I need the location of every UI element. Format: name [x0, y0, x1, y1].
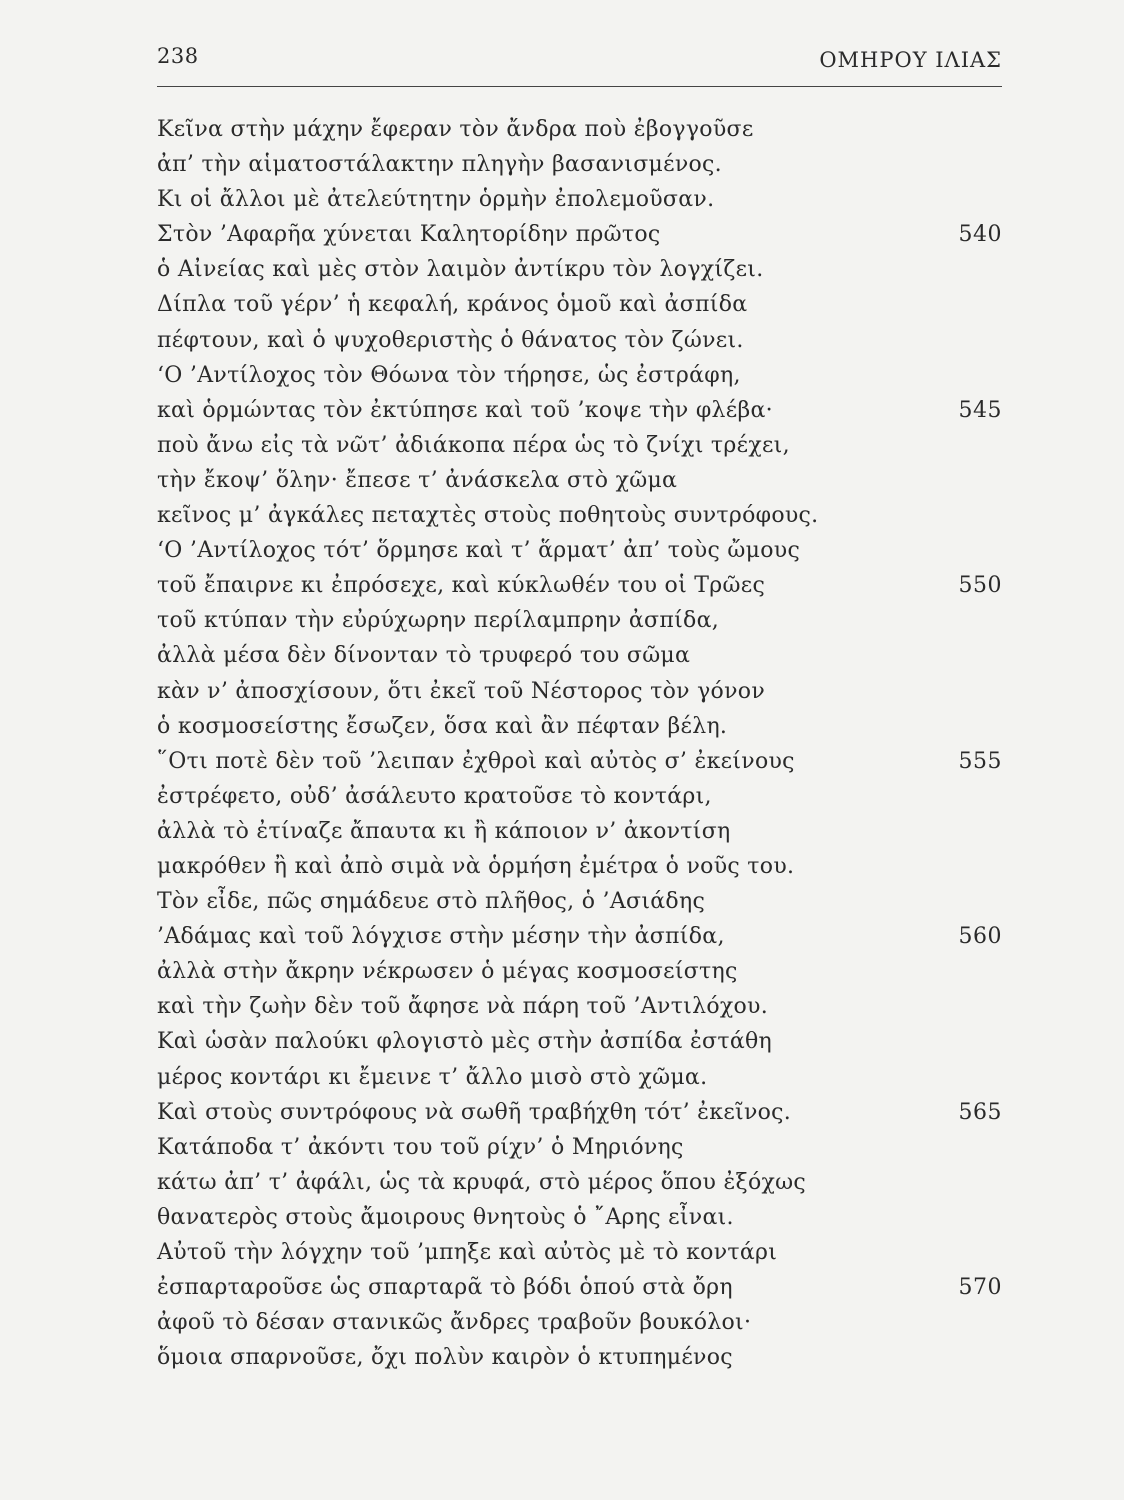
verse-line [157, 323, 1002, 358]
verse-text: μακρόθεν ἢ καὶ ἀπὸ σιμὰ νὰ ὁρμήση ἐμέτρα ὁ νοῦς του. [157, 853, 795, 879]
verse-text: Καὶ ὡσὰν παλούκι φλογιστὸ μὲς στὴν ἀσπίδα ἐστάθη [157, 1029, 773, 1055]
verse-text: Καὶ στοὺς συντρόφους νὰ σωθῆ τραβήχθη τότ’ ἐκεῖνος. [157, 1099, 792, 1125]
verse-line [157, 147, 1002, 182]
verse-text: ποὺ ἄνω εἰς τὰ νῶτ’ ἀδιάκοπα πέρα ὡς τὸ ζνίχι τρέχει, [157, 432, 790, 458]
verse-line [157, 674, 1002, 709]
verse-line [157, 884, 1002, 919]
verse-text: ὁ Αἰνείας καὶ μὲς στὸν λαιμὸν ἀντίκρυ τὸν λογχίζει. [157, 257, 764, 283]
page-number: 238 [157, 44, 199, 68]
verse-line [157, 287, 1002, 322]
verse-text: Κατάποδα τ’ ἀκόντι του τοῦ ρίχν’ ὁ Μηριόνης [157, 1134, 684, 1160]
verse-text: ἀλλὰ μέσα δὲν δίνονταν τὸ τρυφερό του σῶμα [157, 643, 691, 669]
verse-line [157, 182, 1002, 217]
verse-text: Αὐτοῦ τὴν λόγχην τοῦ ’μπηξε καὶ αὐτὸς μὲ τὸ κοντάρι [157, 1240, 778, 1265]
verse-line [157, 568, 1002, 603]
line-number: 565 [958, 1099, 1002, 1125]
running-title: ΟΜΗΡΟΥ ΙΛΙΑΣ [819, 48, 1002, 72]
verse-text: τοῦ ἔπαιρνε κι ἐπρόσεχε, καὶ κύκλωθέν του οἱ Τρῶες [157, 573, 766, 599]
verse-text: Δίπλα τοῦ γέρν’ ἡ κεφαλή, κράνος ὁμοῦ καὶ ἀσπίδα [157, 292, 748, 318]
verse-line [157, 989, 1002, 1024]
verse-text: ῞Οτι ποτὲ δὲν τοῦ ’λειπαν ἐχθροὶ καὶ αὐτὸς σ’ ἐκείνους [157, 748, 795, 774]
verse-line [157, 1305, 1002, 1340]
verse-line [157, 1130, 1002, 1165]
line-number: 555 [958, 748, 1002, 774]
verse-line [157, 498, 1002, 533]
verse-line [157, 638, 1002, 673]
verse-text: τὴν ἔκοψ’ ὅλην· ἔπεσε τ’ ἀνάσκελα στὸ χῶμα [157, 467, 678, 493]
verse-line [157, 603, 1002, 638]
verse-text: κάτω ἀπ’ τ’ ἀφάλι, ὡς τὰ κρυφά, στὸ μέρος ὅπου ἐξόχως [157, 1169, 807, 1195]
verse-text: Κεῖνα στὴν μάχην ἔφεραν τὸν ἄνδρα ποὺ ἐβογγοῦσε [157, 117, 754, 142]
line-number: 545 [958, 397, 1002, 423]
verse-line [157, 393, 1002, 428]
verse-text: ἀφοῦ τὸ δέσαν στανικῶς ἄνδρες τραβοῦν βουκόλοι· [157, 1310, 752, 1336]
verse-line [157, 533, 1002, 568]
line-number: 540 [958, 222, 1002, 248]
verse-line [157, 709, 1002, 744]
verse-text: ’Αδάμας καὶ τοῦ λόγχισε στὴν μέσην τὴν ἀσπίδα, [157, 924, 725, 950]
verse-text: ‘Ο ’Αντίλοχος τότ’ ὅρμησε καὶ τ’ ἅρματ’ ἀπ’ τοὺς ὤμους [157, 538, 801, 564]
verse-line [157, 463, 1002, 498]
verse-line [157, 1024, 1002, 1059]
verse-text: Τὸν εἶδε, πῶς σημάδευε στὸ πλῆθος, ὁ ’Ασιάδης [157, 889, 706, 915]
verse-line [157, 428, 1002, 463]
verse-line [157, 1340, 1002, 1375]
verse-line [157, 358, 1002, 393]
verse-text: ‘Ο ’Αντίλοχος τὸν Θόωνα τὸν τήρησε, ὡς ἐστράφη, [157, 362, 741, 388]
verse-line [157, 954, 1002, 989]
verse-line [157, 252, 1002, 287]
verse-line [157, 1270, 1002, 1305]
verse-line [157, 814, 1002, 849]
page-header [157, 44, 1002, 78]
verse-text: καὶ τὴν ζωὴν δὲν τοῦ ἄφησε νὰ πάρη τοῦ ’Αντιλόχου. [157, 994, 769, 1020]
verse-line [157, 919, 1002, 954]
verse-text: θανατερὸς στοὺς ἄμοιρους θνητοὺς ὁ ῎Αρης εἶναι. [157, 1204, 734, 1230]
verse-text: πέφτουν, καὶ ὁ ψυχοθεριστὴς ὁ θάνατος τὸν ζώνει. [157, 327, 744, 353]
verse-text: τοῦ κτύπαν τὴν εὐρύχωρην περίλαμπρην ἀσπίδα, [157, 608, 720, 634]
verse-text: ὁ κοσμοσείστης ἔσωζεν, ὅσα καὶ ἂν πέφταν βέλη. [157, 713, 728, 739]
verse-line [157, 779, 1002, 814]
verse-block [157, 112, 1002, 1375]
verse-line [157, 1165, 1002, 1200]
verse-text: ἀλλὰ τὸ ἐτίναζε ἄπαυτα κι ἢ κάποιον ν’ ἀκοντίση [157, 818, 731, 844]
verse-text: ἐστρέφετο, οὐδ’ ἀσάλευτο κρατοῦσε τὸ κοντάρι, [157, 783, 712, 809]
verse-text: ἐσπαρταροῦσε ὡς σπαρταρᾶ τὸ βόδι ὁπού στὰ ὄρη [157, 1275, 733, 1301]
line-number: 560 [958, 924, 1002, 950]
verse-line [157, 1095, 1002, 1130]
verse-text: μέρος κοντάρι κι ἔμεινε τ’ ἄλλο μισὸ στὸ χῶμα. [157, 1064, 708, 1090]
line-number: 570 [958, 1275, 1002, 1301]
verse-line [157, 744, 1002, 779]
verse-line [157, 217, 1002, 252]
verse-text: κεῖνος μ’ ἀγκάλες πεταχτὲς στοὺς ποθητοὺς συντρόφους. [157, 503, 819, 529]
header-rule [157, 86, 1002, 87]
verse-text: Στὸν ’Αφαρῆα χύνεται Καλητορίδην πρῶτος [157, 222, 661, 248]
verse-text: καὶ ὁρμώντας τὸν ἐκτύπησε καὶ τοῦ ’κοψε τὴν φλέβα· [157, 397, 773, 423]
verse-text: ὅμοια σπαρνοῦσε, ὄχι πολὺν καιρὸν ὁ κτυπημένος [157, 1345, 733, 1371]
verse-line [157, 112, 1002, 147]
verse-line [157, 1200, 1002, 1235]
verse-text: ἀπ’ τὴν αἱματοστάλακτην πληγὴν βασανισμένος. [157, 152, 722, 178]
verse-text: ἀλλὰ στὴν ἄκρην νέκρωσεν ὁ μέγας κοσμοσείστης [157, 959, 738, 985]
verse-text: Κι οἱ ἄλλοι μὲ ἀτελεύτητην ὁρμὴν ἐπολεμοῦσαν. [157, 187, 715, 213]
verse-line [157, 1060, 1002, 1095]
line-number: 550 [958, 573, 1002, 599]
verse-text: κὰν ν’ ἀποσχίσουν, ὅτι ἐκεῖ τοῦ Νέστορος τὸν γόνον [157, 678, 766, 704]
verse-line [157, 1235, 1002, 1270]
verse-line [157, 849, 1002, 884]
